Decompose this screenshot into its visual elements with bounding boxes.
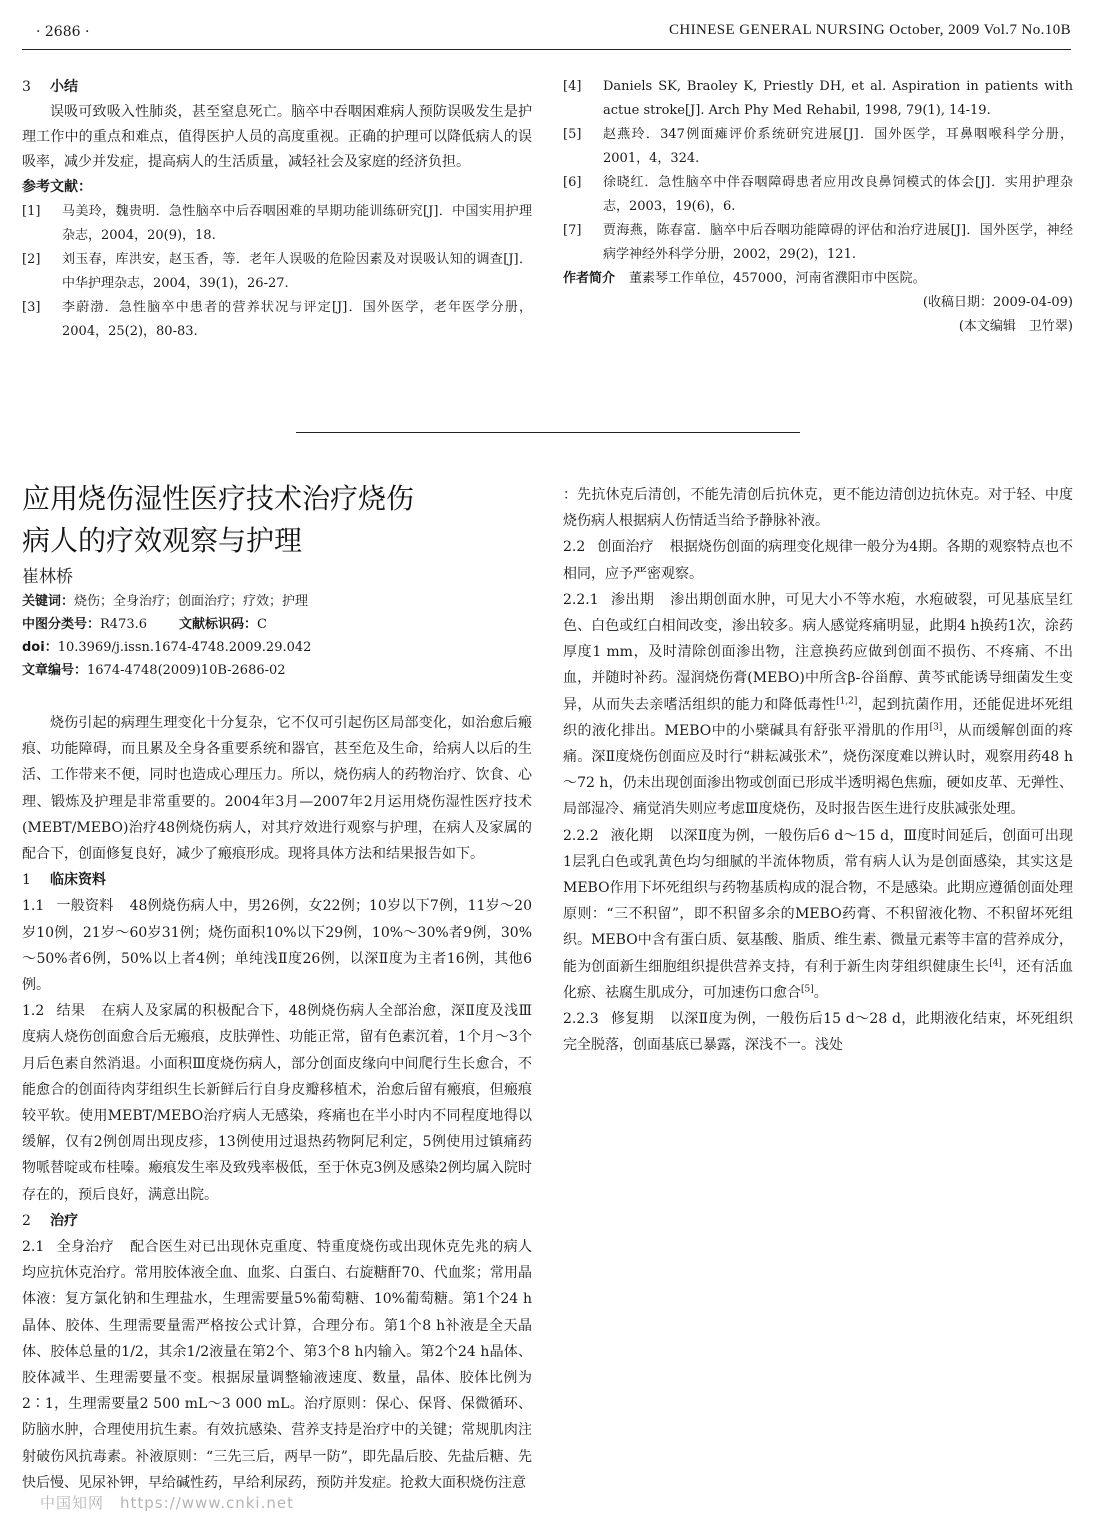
- section-heading-treatment: 2 治疗: [22, 1212, 78, 1229]
- prev-article-right-column: [563, 75, 1073, 339]
- author-bio: 作者简介 董素琴工作单位，457000，河南省濮阳市中医院。: [563, 271, 926, 286]
- conclusion-paragraph: 误吸可致吸入性肺炎，甚至窒息死亡。脑卒中吞咽困难病人预防误吸发生是护理工作中的重点和难点，值得医护人员的高度重视。正确的护理可以降低病人的误吸率，减少并发症，提高病人的生活质量，减轻社会及家庭的经济负担。: [22, 104, 532, 170]
- subsection-wound-therapy: 2.2 创面治疗 根据烧伤创面的病理变化规律一般分为4期。各期的观察特点也不相同，应予严密观察。: [563, 539, 1074, 582]
- article-header: [22, 478, 542, 682]
- subsection-results: 1.2 结果 在病人及家属的积极配合下，48例烧伤病人全部治愈，深Ⅱ度及浅Ⅲ度病人烧伤创面愈合后无瘢痕，皮肤弹性、功能正常，留有色素沉着，1个月～3个月后色素自然消退。小面积Ⅲ度烧伤病人，部分创面皮缘向中间爬行生长愈合，不能愈合的创面待肉芽组织生长新鲜后行自身皮瓣移植术，治愈后留有瘢痕，但瘢痕较平软。使用MEBT/MEBO治疗病人无感染，疼痛也在半小时内不同程度地得以缓解，仅有2例创周出现皮疹，13例使用过退热药物阿尼利定，5例使用过镇痛药物哌替啶或布桂嗪。瘢痕发生率及致残率极低，至于休克3例及感染2例均属入院时存在的，预后良好，满意出院。: [22, 1003, 532, 1203]
- reference-item: [2] 刘玉春，库洪安，赵玉香，等．老年人误吸的危险因素及对误吸认知的调查[J]．中华护理杂志，2004，39(1)，26-27.: [22, 252, 532, 291]
- reference-item: [5] 赵燕玲．347例面瘫评价系统研究进展[J]．国外医学，耳鼻咽喉科学分册，2001，4，324.: [563, 127, 1073, 166]
- intro-paragraph: 烧伤引起的病理生理变化十分复杂，它不仅可引起伤区局部变化，如治愈后瘢痕、功能障碍，而且累及全身各重要系统和器官，甚至危及生命，给病人以后的生活、工作带来不便，同时也造成心理压力。所以，烧伤病人的药物治疗、饮食、心理、锻炼及护理是非常重要的。2004年3月—2007年2月运用烧伤湿性医疗技术(MEBT/MEBO)治疗48例烧伤病人，对其疗效进行观察与护理，在病人及家属的配合下，创面修复良好，减少了瘢痕形成。现将具体方法和结果报告如下。: [22, 715, 532, 863]
- prev-article-left-column: [22, 75, 532, 344]
- subsection-liquefaction-phase: 2.2.2 液化期 以深Ⅱ度为例，一般伤后6 d～15 d，Ⅲ度时间延后，创面可出现1层乳白色或乳黄色均匀细腻的半流体物质，常有病人认为是创面感染，其实这是MEBO作用下坏死组织与药物基质构成的混合物，不是感染。此期应遵循创面处理原则：“三不积留”，即不积留多余的MEBO药膏、不积留液化物、不积留坏死组织。MEBO中含有蛋白质、氨基酸、脂质、维生素、微量元素等丰富的营养成分，能为创面新生细胞组织提供营养支持，有利于新生肉芽组织健康生长[4]，还有活血化瘀、祛腐生肌成分，可加速伤口愈合[5]。: [563, 827, 1074, 1001]
- reference-item: [7] 贾海燕，陈春富．脑卒中后吞咽功能障碍的评估和治疗进展[J]．国外医学，神经病学神经外科学分册，2002，29(2)，121.: [563, 223, 1073, 262]
- subsection-systemic-therapy-continued: ：先抗休克后清创，不能先清创后抗休克，更不能边清创边抗休克。对于轻、中度烧伤病人根据病人伤情适当给予静脉补液。: [563, 487, 1073, 530]
- reference-item: [1] 马美玲，魏贵明．急性脑卒中后吞咽困难的早期功能训练研究[J]．中国实用护理杂志，2004，20(9)，18.: [22, 204, 532, 243]
- section-heading-summary: 3 小结: [22, 79, 78, 95]
- section-heading-clinical: 1 临床资料: [22, 872, 106, 889]
- subsection-repair-phase: 2.2.3 修复期 以深Ⅱ度为例，一般伤后15 d～28 d，此期液化结束，坏死组织完全脱落，创面基底已暴露，深浅不一。浅处: [563, 1011, 1073, 1054]
- article-number: 文章编号：1674-4748(2009)10B-2686-02: [22, 663, 286, 678]
- page-number: · 2686 ·: [36, 24, 90, 40]
- article-author: 崔林桥: [22, 567, 73, 587]
- subsection-general-data: 1.1 一般资料 48例烧伤病人中，男26例，女22例；10岁以下7例，11岁～20岁10例，21岁～60岁31例；烧伤面积10%以下29例，10%～30%者9例，30%～50%者6例，50%以上者4例；单纯浅Ⅱ度26例，以深Ⅱ度为主者16例，其他6例。: [22, 898, 533, 994]
- classification: 中图分类号：R473.6 文献标识码：C: [22, 617, 267, 632]
- editor-note: (本文编辑 卫竹翠): [958, 319, 1073, 334]
- reference-item: [4] Daniels SK, Braoley K, Priestly DH, et al. Aspiration in patients with actue stroke[J]. Arch Phy Med Rehabil, 1998, 79(1), 14-19.: [563, 79, 1073, 118]
- running-header: [22, 18, 1071, 48]
- keywords: 关键词：烧伤；全身治疗；创面治疗；疗效；护理: [22, 594, 309, 609]
- header-rule: [22, 49, 1071, 50]
- doi: doi：10.3969/j.issn.1674-4748.2009.29.042: [22, 640, 312, 655]
- subsection-systemic-therapy: 2.1 全身治疗 配合医生对已出现休克重度、特重度烧伤或出现休克先兆的病人均应抗休克治疗。常用胶体液全血、血浆、白蛋白、右旋糖酐70、代血浆；常用晶体液：复方氯化钠和生理盐水，生理需要量5%葡萄糖、10%葡萄糖。第1个24 h晶体、胶体、生理需要量需严格按公式计算，合理分布。第1个8 h补液是全天晶体、胶体总量的1/2，其余1/2液量在第2个、第3个8 h内输入。第2个24 h晶体、胶体减半、生理需要量不变。根据尿量调整输液速度、数量，晶体、胶体比例为2∶1，生理需要量2 500 mL～3 000 mL。治疗原则：保心、保肾、保微循环、防脑水肿，合理使用抗生素。有效抗感染、营养支持是治疗中的关键；常规肌肉注射破伤风抗毒素。补液原则：“三先三后，两早一防”，即先晶后胶、先盐后糖、先快后慢、见尿补钾，早给碱性药，早给利尿药，预防并发症。抢救大面积烧伤注意: [22, 1239, 533, 1491]
- article-divider: [296, 432, 800, 433]
- article-left-column: [22, 710, 532, 1496]
- reference-item: [6] 徐晓红．急性脑卒中伴吞咽障碍患者应用改良鼻饲模式的体会[J]．实用护理杂志，2003，19(6)，6.: [563, 175, 1073, 214]
- article-right-column: [563, 482, 1073, 1058]
- cnki-watermark: 中国知网 https://www.cnki.net: [40, 1494, 294, 1512]
- received-date: (收稿日期：2009-04-09): [922, 295, 1073, 310]
- subsection-exudation-phase: 2.2.1 渗出期 渗出期创面水肿，可见大小不等水疱，水疱破裂，可见基底呈红色、白色或红白相间改变，渗出较多。病人感觉疼痛明显，此期4 h换药1次，涂药厚度1 mm，及时清除创面渗出物，注意换药应做到创面不损伤、不疼痛、不出血，并随时补药。湿润烧伤膏(MEBO)中所含β-谷甾醇、黄芩甙能诱导细菌发生变异，从而失去亲嗜活组织的能力和降低毒性[1,2]，起到抗菌作用，还能促进坏死组织的液化排出。MEBO中的小檗碱具有舒张平滑肌的作用[3]，从而缓解创面的疼痛。深Ⅱ度烧伤创面应及时行“耕耘减张术”，烧伤深度难以辨认时，观察用药48 h～72 h，仍未出现创面渗出物或创面已形成半透明褐色焦痂，硬如皮革、无弹性、局部湿冷、痛觉消失则应考虑Ⅲ度烧伤，及时报告医生进行皮肤减张处理。: [563, 591, 1074, 818]
- references-heading: 参考文献：: [22, 179, 92, 195]
- article-title: 应用烧伤湿性医疗技术治疗烧伤 病人的疗效观察与护理: [22, 482, 415, 557]
- journal-info: CHINESE GENERAL NURSING October, 2009 Vol.7 No.10B: [668, 22, 1071, 38]
- reference-item: [3] 李蔚渤．急性脑卒中患者的营养状况与评定[J]．国外医学，老年医学分册，2004，25(2)，80-83.: [22, 300, 532, 339]
